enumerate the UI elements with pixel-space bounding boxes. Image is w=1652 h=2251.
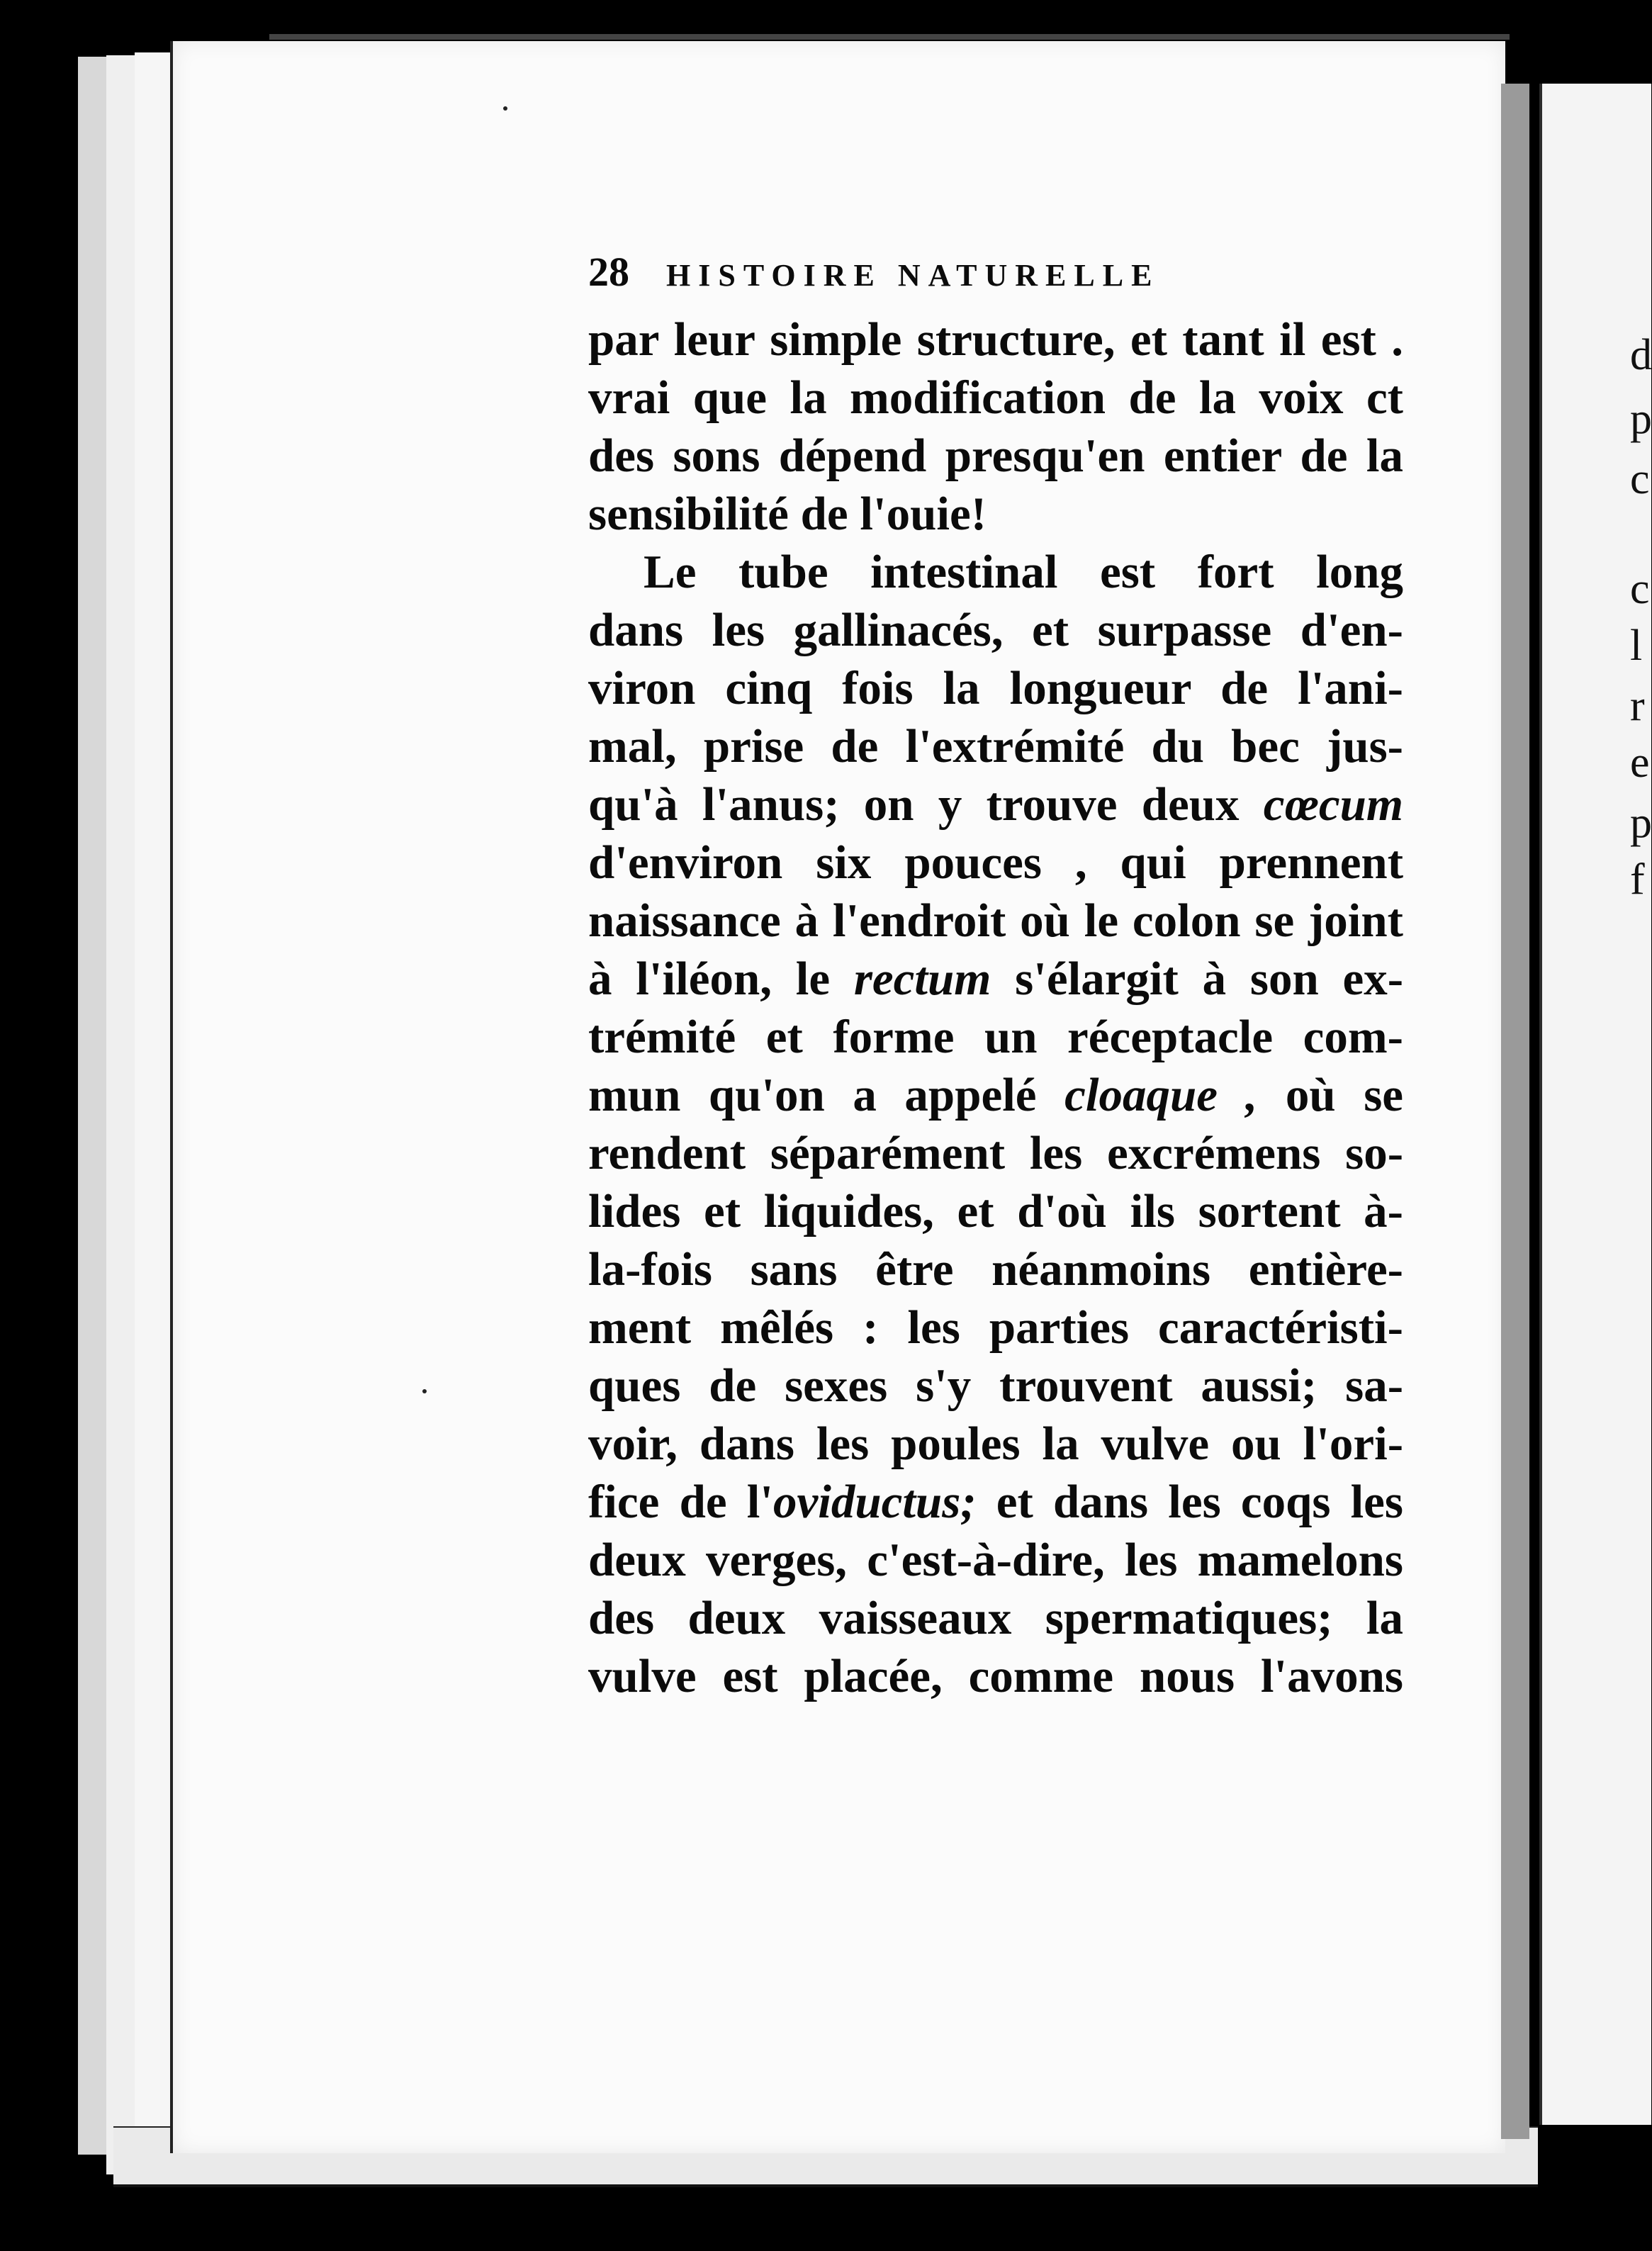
page-stack-edge [78,57,108,2155]
running-head [588,248,1403,303]
facing-page-glyph: c [1630,455,1650,503]
text-line: d'environ six pouces , qui prennent [588,836,1403,889]
facing-page-glyph: r [1630,682,1645,730]
facing-page-glyph: e [1630,739,1650,787]
page-stack-edge [135,52,172,2186]
text-line: ques de sexes s'y trouvent aussi; sa- [588,1359,1403,1412]
text-line: trémité et forme un réceptacle com- [588,1011,1403,1063]
facing-page-glyph: d [1630,331,1652,379]
italic-term: rectum [853,953,991,1005]
running-head-title: HISTOIRE NATURELLE [666,258,1160,293]
text-line: voir, dans les poules la vulve ou l'ori- [588,1418,1403,1470]
page-number: 28 [588,249,629,295]
paper-speck [422,1389,427,1393]
text-line: à l'iléon, le rectum s'élargit à son ex- [588,953,1404,1005]
italic-term: cloaque , [1064,1069,1258,1121]
text-line: ment mêlés : les parties caractéristi- [588,1301,1403,1354]
text-line: vrai que la modification de la voix ct [588,371,1403,424]
paper-speck [503,106,507,111]
text-line: la-fois sans être néanmoins entière- [588,1243,1403,1296]
text-line: mun qu'on a appelé cloaque , où se [588,1069,1404,1121]
page-text [588,248,1403,1705]
text-line: sensibilité de l'ouie! [588,488,987,540]
page-stack-edge [106,55,137,2174]
facing-page-glyph: l [1630,622,1643,670]
text-line: rendent séparément les excrémens so- [588,1127,1403,1179]
text-line: des deux vaisseaux spermatiques; la [588,1592,1403,1644]
facing-page-glyph: p [1630,799,1652,847]
italic-term: cœcum [1263,778,1403,831]
facing-page-glyph: c [1630,565,1650,613]
text-line: dans les gallinacés, et surpasse d'en- [588,604,1403,656]
text-line: vulve est placée, comme nous l'avons [588,1650,1403,1702]
facing-page-glyph: f [1630,855,1645,904]
book-top-edge [269,34,1510,40]
facing-page-glyph: p [1630,395,1652,443]
text-line: des sons dépend presqu'en entier de la [588,430,1403,482]
text-line: viron cinq fois la longueur de l'ani- [588,662,1403,714]
text-line: qu'à l'anus; on y trouve deux cœcum [588,778,1403,831]
facing-page [1539,84,1651,2125]
text-line: naissance à l'endroit où le colon se joint [588,894,1403,947]
text-line: deux verges, c'est-à-dire, les mamelons [588,1534,1403,1586]
gutter-shadow [1501,84,1529,2139]
text-line: par leur simple structure, et tant il est . [588,313,1403,366]
text-line: mal, prise de l'extrémité du bec jus- [588,720,1403,773]
text-line: fice de l'oviductus; et dans les coqs les [588,1476,1403,1528]
italic-term: oviductus; [772,1476,977,1528]
text-line: lides et liquides, et d'où ils sortent à- [588,1185,1403,1237]
paragraph-first-line: Le tube intestinal est fort long [644,546,1403,598]
